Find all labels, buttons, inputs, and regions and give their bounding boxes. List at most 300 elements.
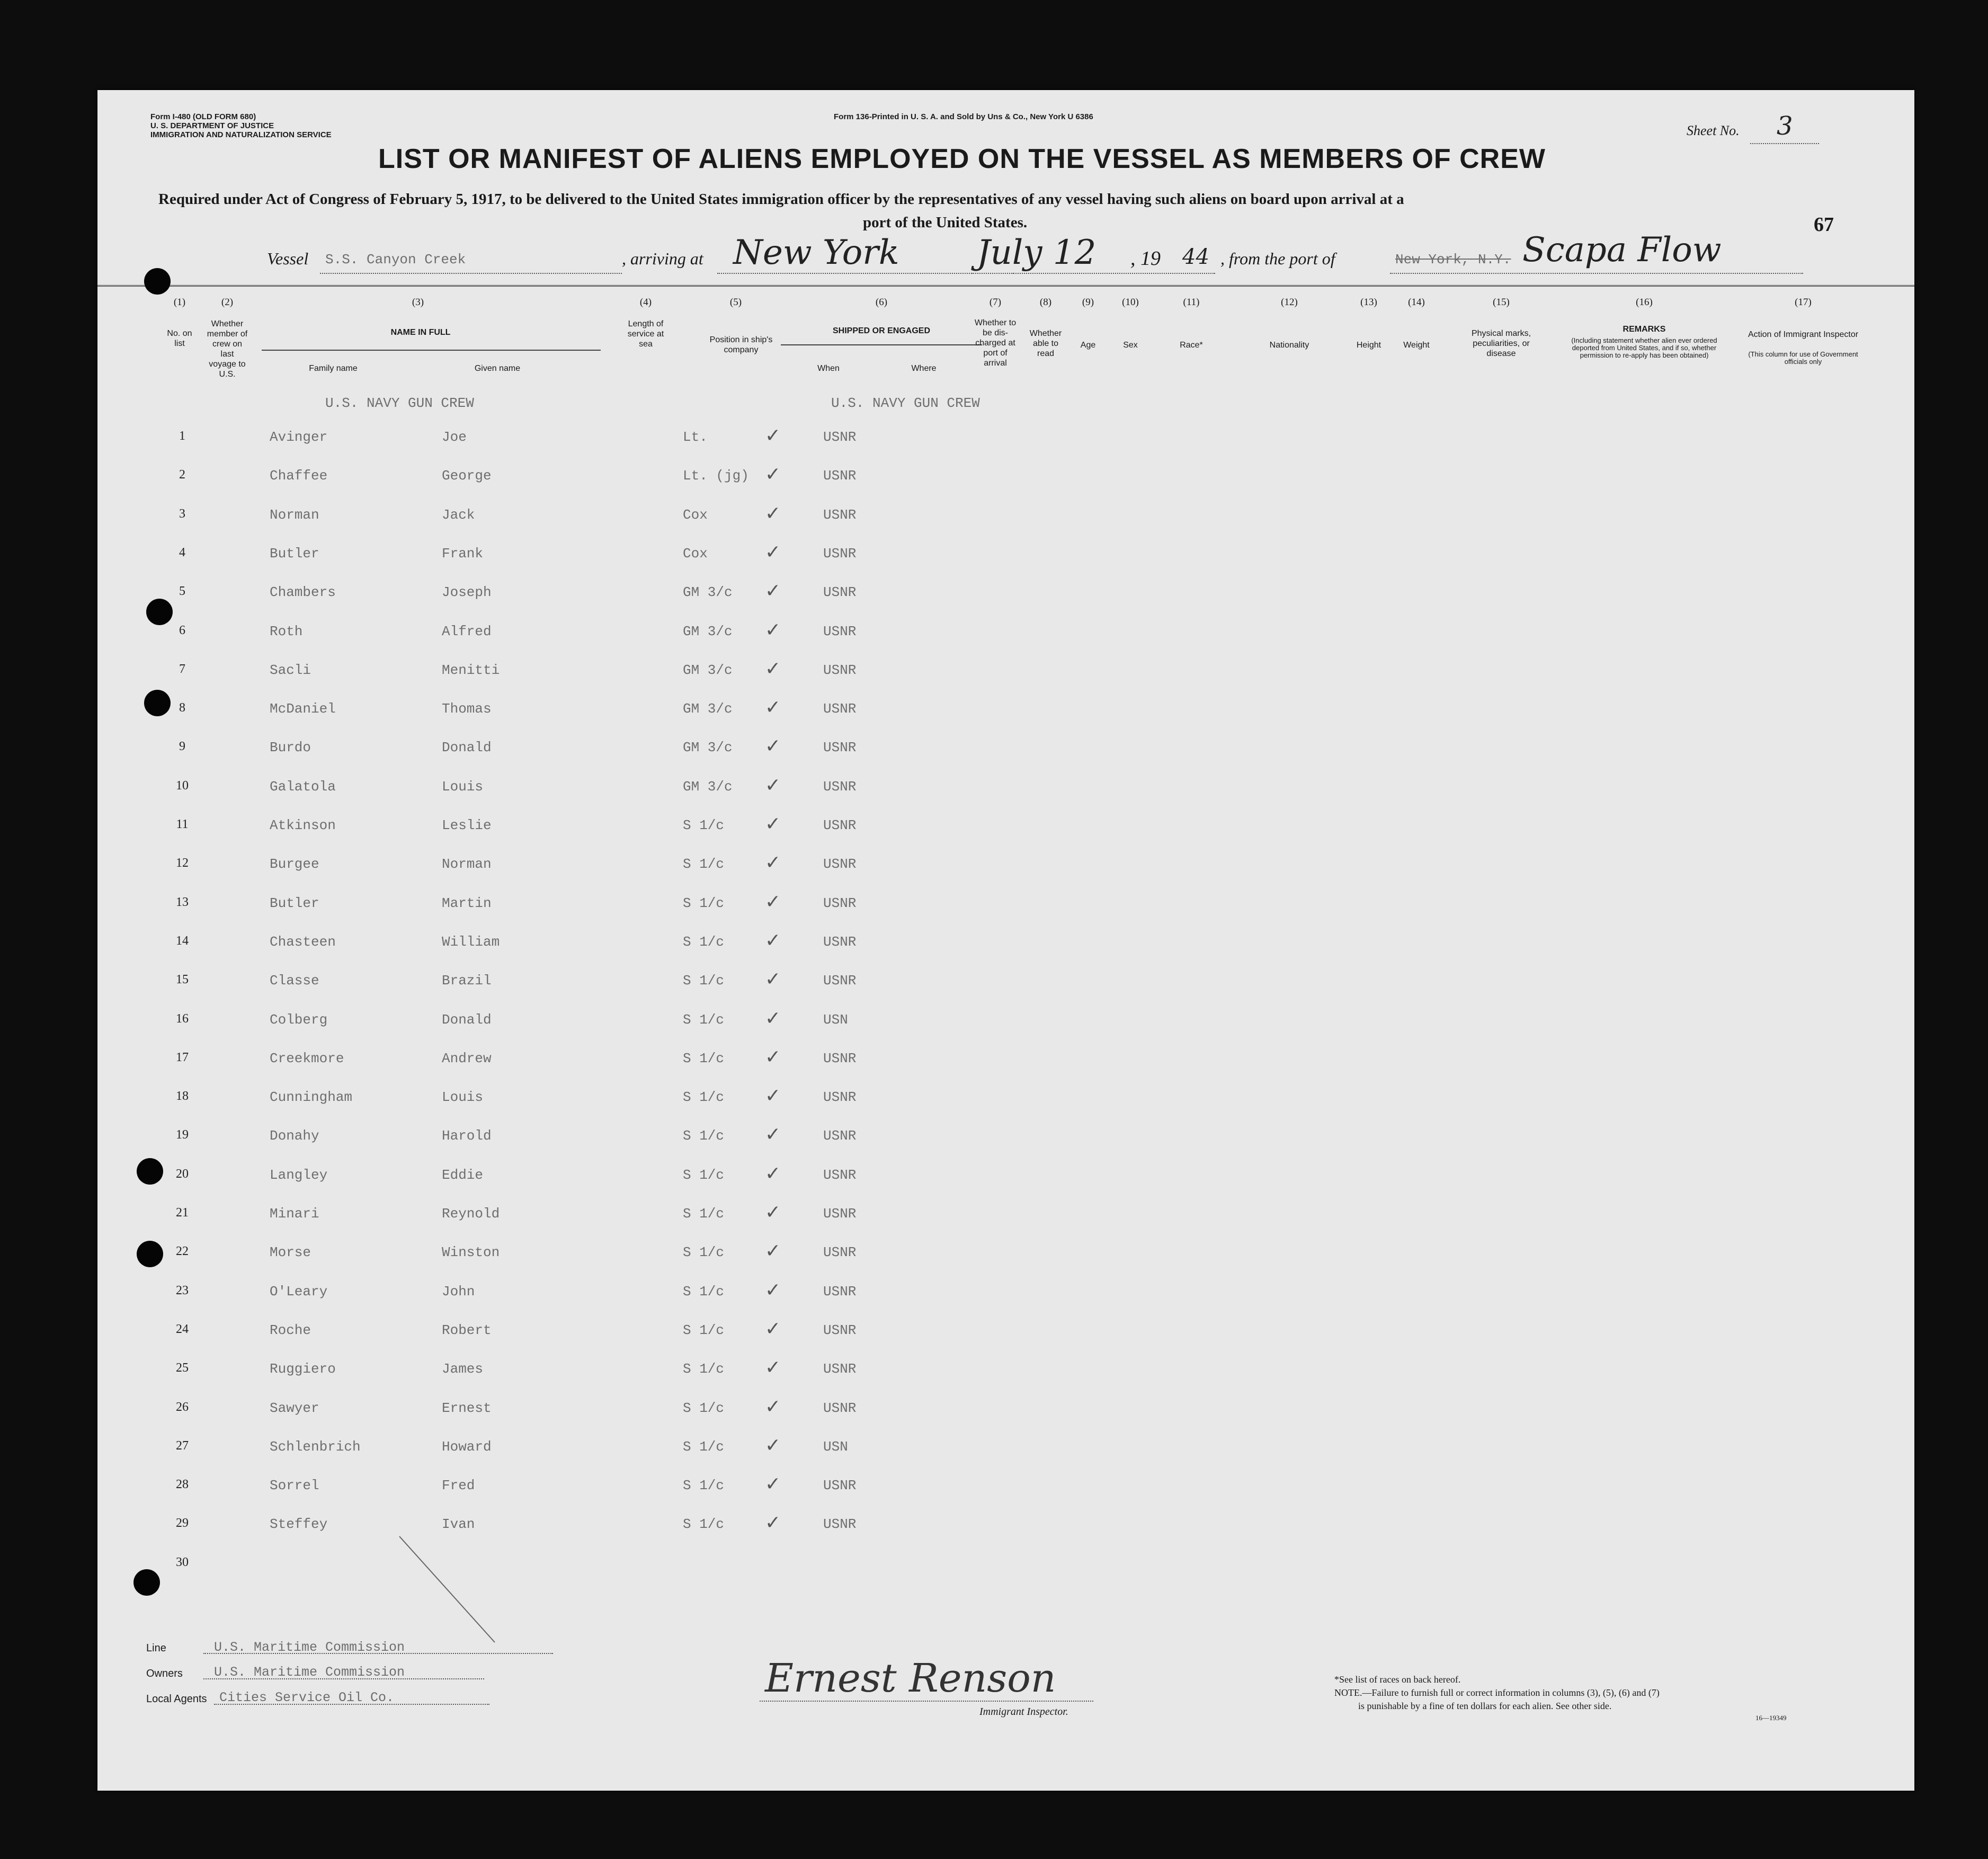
sheet-label: Sheet No. <box>1687 123 1740 138</box>
ship-position: Cox <box>683 546 708 562</box>
given-name: Alfred <box>442 624 492 639</box>
agents-label: Local Agents <box>146 1693 207 1705</box>
row-number: 27 <box>176 1439 189 1453</box>
given-name: Thomas <box>442 701 492 717</box>
row-number: 6 <box>179 624 185 637</box>
arrival-year: 44 <box>1182 245 1209 269</box>
vessel-label: Vessel <box>267 249 309 268</box>
checkmark-icon: ✓ <box>765 1435 781 1456</box>
family-name: Roth <box>270 624 303 639</box>
given-name: Louis <box>442 779 484 795</box>
row-number: 14 <box>176 934 189 948</box>
ship-position: Cox <box>683 507 708 523</box>
row-number: 16 <box>176 1012 189 1026</box>
table-row <box>97 1008 1914 1033</box>
table-row <box>97 1085 1914 1110</box>
col-header-no: No. on list <box>167 329 192 348</box>
arrival-dotline <box>717 273 1014 274</box>
checkmark-icon: ✓ <box>765 1008 781 1029</box>
checkmark-icon: ✓ <box>765 891 781 913</box>
given-name: Robert <box>442 1322 492 1338</box>
service-branch: USNR <box>823 624 857 639</box>
line-dotline <box>203 1653 553 1654</box>
ship-position: Lt. <box>683 429 708 445</box>
service-branch: USNR <box>823 1206 857 1222</box>
table-row <box>97 1435 1914 1460</box>
colnum-8: (8) <box>1039 297 1052 308</box>
table-row <box>97 1512 1914 1537</box>
given-name: George <box>442 468 492 484</box>
ship-position: GM 3/c <box>683 701 733 717</box>
subtitle-line-1: Required under Act of Congress of February 5, 1917, to be delivered to the United States immigration officer by the representatives of any vessel having such aliens on board upon arrival at a <box>158 191 1404 208</box>
family-name: Galatola <box>270 779 336 795</box>
colnum-12: (12) <box>1281 297 1298 308</box>
table-row <box>97 775 1914 800</box>
header-divider <box>97 285 1914 287</box>
ship-position: S 1/c <box>683 1516 725 1532</box>
row-number: 9 <box>179 740 185 753</box>
given-name: Menitti <box>442 662 500 678</box>
row-number: 18 <box>176 1089 189 1103</box>
name-rule <box>262 350 601 351</box>
family-name: Classe <box>270 973 319 989</box>
col-header-given: Given name <box>474 364 521 373</box>
family-name: McDaniel <box>270 701 336 717</box>
ship-position: S 1/c <box>683 1284 725 1300</box>
table-row <box>97 968 1914 994</box>
from-dotline <box>1390 273 1803 274</box>
section-label-names: U.S. NAVY GUN CREW <box>325 395 474 411</box>
owners-dotline <box>203 1678 484 1679</box>
given-name: Brazil <box>442 973 492 989</box>
vessel-name: S.S. Canyon Creek <box>325 252 466 268</box>
service-branch: USNR <box>823 779 857 795</box>
from-port: Scapa Flow <box>1522 230 1722 270</box>
service-branch: USNR <box>823 934 857 950</box>
service-branch: USNR <box>823 507 857 523</box>
given-name: Joe <box>442 429 467 445</box>
checkmark-icon: ✓ <box>765 1240 781 1262</box>
family-name: Butler <box>270 546 319 562</box>
service-branch: USNR <box>823 856 857 872</box>
service-branch: USNR <box>823 1516 857 1532</box>
arrival-port: New York <box>733 233 899 272</box>
colnum-14: (14) <box>1408 297 1425 308</box>
from-label: , from the port of <box>1220 249 1335 268</box>
given-name: Ernest <box>442 1400 492 1416</box>
form-code: 16—19349 <box>1755 1714 1787 1722</box>
from-port-struck: New York, N.Y. <box>1395 252 1511 268</box>
ship-position: S 1/c <box>683 934 725 950</box>
checkmark-icon: ✓ <box>765 968 781 990</box>
row-number: 25 <box>176 1361 189 1375</box>
table-row <box>97 619 1914 645</box>
checkmark-icon: ✓ <box>765 658 781 680</box>
service-branch: USNR <box>823 1244 857 1260</box>
family-name: Creekmore <box>270 1051 344 1066</box>
family-name: O'Leary <box>270 1284 328 1300</box>
row-number: 17 <box>176 1051 189 1064</box>
col-header-read: Whether able to read <box>1029 329 1062 358</box>
family-name: Roche <box>270 1322 311 1338</box>
row-number: 20 <box>176 1167 189 1181</box>
given-name: John <box>442 1284 475 1300</box>
ship-position: S 1/c <box>683 1439 725 1455</box>
row-number: 19 <box>176 1128 189 1142</box>
service-branch: USNR <box>823 1089 857 1105</box>
row-number: 29 <box>176 1516 189 1530</box>
service-branch: USNR <box>823 1361 857 1377</box>
subtitle-line-2: port of the United States. <box>863 214 1028 231</box>
punch-hole <box>133 1569 160 1596</box>
manifest-sheet <box>97 90 1914 1791</box>
inspector-label: Immigrant Inspector. <box>979 1706 1068 1718</box>
family-name: Chambers <box>270 584 336 600</box>
service-branch: USNR <box>823 701 857 717</box>
given-name: Fred <box>442 1478 475 1493</box>
family-name: Morse <box>270 1244 311 1260</box>
ship-position: Lt. (jg) <box>683 468 749 484</box>
table-row <box>97 1124 1914 1149</box>
table-row <box>97 852 1914 877</box>
checkmark-icon: ✓ <box>765 1202 781 1223</box>
arriving-label: , arriving at <box>622 249 703 268</box>
service-branch: USN <box>823 1439 848 1455</box>
ship-position: S 1/c <box>683 1089 725 1105</box>
ship-position: S 1/c <box>683 1012 725 1028</box>
service-branch: USNR <box>823 1478 857 1493</box>
given-name: Howard <box>442 1439 492 1455</box>
table-row <box>97 1046 1914 1072</box>
service-branch: USNR <box>823 817 857 833</box>
family-name: Norman <box>270 507 319 523</box>
given-name: Frank <box>442 546 484 562</box>
agents-value: Cities Service Oil Co. <box>219 1690 395 1705</box>
printer-line: Form 136-Printed in U. S. A. and Sold by Uns & Co., New York U 6386 <box>834 112 1093 121</box>
col-header-when: When <box>817 364 840 373</box>
colnum-10: (10) <box>1122 297 1139 308</box>
ship-position: S 1/c <box>683 973 725 989</box>
checkmark-icon: ✓ <box>765 1357 781 1378</box>
checkmark-icon: ✓ <box>765 813 781 835</box>
checkmark-icon: ✓ <box>765 1473 781 1495</box>
row-number: 23 <box>176 1284 189 1297</box>
table-row <box>97 425 1914 450</box>
checkmark-icon: ✓ <box>765 775 781 796</box>
col-header-inspector: Action of Immigrant Inspector <box>1748 330 1859 339</box>
signature-dotline <box>760 1701 1093 1702</box>
table-row <box>97 1473 1914 1499</box>
family-name: Atkinson <box>270 817 336 833</box>
checkmark-icon: ✓ <box>765 1279 781 1301</box>
line-label: Line <box>146 1642 166 1654</box>
given-name: Martin <box>442 895 492 911</box>
family-name: Sorrel <box>270 1478 319 1493</box>
colnum-6: (6) <box>875 297 888 308</box>
given-name: Joseph <box>442 584 492 600</box>
checkmark-icon: ✓ <box>765 1046 781 1068</box>
pen-stroke <box>394 1531 500 1648</box>
punch-hole <box>144 690 171 716</box>
col-header-discharged: Whether to be dis-charged at port of arrival <box>974 318 1017 368</box>
service-branch: USNR <box>823 468 857 484</box>
table-row <box>97 580 1914 606</box>
colnum-17: (17) <box>1795 297 1812 308</box>
page-title: LIST OR MANIFEST OF ALIENS EMPLOYED ON THE VESSEL AS MEMBERS OF CREW <box>378 144 1546 174</box>
table-row <box>97 1357 1914 1382</box>
col-header-height: Height <box>1356 341 1381 350</box>
given-name: Leslie <box>442 817 492 833</box>
checkmark-icon: ✓ <box>765 619 781 641</box>
service-branch: USNR <box>823 1322 857 1338</box>
checkmark-icon: ✓ <box>765 425 781 447</box>
service-branch: USNR <box>823 429 857 445</box>
table-row <box>97 541 1914 567</box>
family-name: Butler <box>270 895 319 911</box>
checkmark-icon: ✓ <box>765 735 781 757</box>
colnum-7: (7) <box>989 297 1002 308</box>
section-label-shipped: U.S. NAVY GUN CREW <box>831 395 980 411</box>
checkmark-icon: ✓ <box>765 697 781 718</box>
ship-position: S 1/c <box>683 1167 725 1183</box>
family-name: Langley <box>270 1167 328 1183</box>
checkmark-icon: ✓ <box>765 541 781 563</box>
table-row <box>97 1318 1914 1344</box>
punch-hole <box>137 1241 163 1267</box>
colnum-2: (2) <box>221 297 234 308</box>
given-name: Donald <box>442 740 492 755</box>
table-row <box>97 464 1914 489</box>
family-name: Ruggiero <box>270 1361 336 1377</box>
row-number: 10 <box>176 779 189 793</box>
service-branch: USNR <box>823 895 857 911</box>
form-id-block <box>150 112 332 139</box>
given-name: Jack <box>442 507 475 523</box>
checkmark-icon: ✓ <box>765 1163 781 1185</box>
family-name: Burdo <box>270 740 311 755</box>
row-number: 8 <box>179 701 185 715</box>
races-note: *See list of races on back hereof. <box>1334 1674 1461 1685</box>
form-number: Form I-480 (OLD FORM 680) <box>150 112 256 121</box>
punch-hole <box>144 268 171 295</box>
service-branch: USNR <box>823 1128 857 1144</box>
family-name: Burgee <box>270 856 319 872</box>
service-branch: USNR <box>823 1051 857 1066</box>
given-name: Donald <box>442 1012 492 1028</box>
given-name: Ivan <box>442 1516 475 1532</box>
given-name: Andrew <box>442 1051 492 1066</box>
colnum-11: (11) <box>1183 297 1200 308</box>
checkmark-icon: ✓ <box>765 503 781 524</box>
service-branch: USNR <box>823 546 857 562</box>
given-name: Harold <box>442 1128 492 1144</box>
family-name: Chaffee <box>270 468 328 484</box>
col-header-inspector-note: (This column for use of Government officials only <box>1748 350 1858 366</box>
table-row <box>97 1202 1914 1227</box>
table-row <box>97 735 1914 761</box>
punch-hole <box>146 599 173 625</box>
family-name: Minari <box>270 1206 319 1222</box>
service-branch: USNR <box>823 584 857 600</box>
family-name: Chasteen <box>270 934 336 950</box>
agents-dotline <box>214 1704 489 1705</box>
ship-position: S 1/c <box>683 1400 725 1416</box>
page-number: 67 <box>1814 214 1834 236</box>
table-row <box>97 930 1914 955</box>
col-header-prior-voyage: Whether member of crew on last voyage to U.S. <box>207 319 248 379</box>
table-row <box>97 891 1914 917</box>
given-name: Reynold <box>442 1206 500 1222</box>
table-row <box>97 1163 1914 1188</box>
family-name: Steffey <box>270 1516 328 1532</box>
colnum-1: (1) <box>173 297 186 308</box>
row-number: 12 <box>176 856 189 870</box>
row-number: 11 <box>176 817 189 831</box>
checkmark-icon: ✓ <box>765 580 781 602</box>
checkmark-icon: ✓ <box>765 1085 781 1107</box>
shipped-rule <box>781 344 982 345</box>
ship-position: GM 3/c <box>683 779 733 795</box>
checkmark-icon: ✓ <box>765 464 781 485</box>
ship-position: S 1/c <box>683 895 725 911</box>
col-header-family: Family name <box>309 364 358 373</box>
col-header-sex: Sex <box>1123 341 1138 350</box>
given-name: Eddie <box>442 1167 484 1183</box>
colnum-13: (13) <box>1360 297 1377 308</box>
department: U. S. DEPARTMENT OF JUSTICE <box>150 121 274 130</box>
table-row <box>97 1396 1914 1421</box>
colnum-9: (9) <box>1082 297 1094 308</box>
family-name: Avinger <box>270 429 328 445</box>
row-number: 21 <box>176 1206 189 1220</box>
owners-label: Owners <box>146 1668 183 1679</box>
col-header-race: Race* <box>1180 341 1203 350</box>
arrival-date: July 12 <box>977 233 1096 272</box>
ship-position: GM 3/c <box>683 662 733 678</box>
table-row <box>97 697 1914 722</box>
penalty-note-1: NOTE.—Failure to furnish full or correct information in columns (3), (5), (6) and (7) <box>1334 1687 1660 1698</box>
checkmark-icon: ✓ <box>765 1512 781 1534</box>
service-branch: USNR <box>823 662 857 678</box>
checkmark-icon: ✓ <box>765 1124 781 1145</box>
row-number: 5 <box>179 584 185 598</box>
ship-position: S 1/c <box>683 1322 725 1338</box>
checkmark-icon: ✓ <box>765 1396 781 1418</box>
service-branch: USNR <box>823 1167 857 1183</box>
row-number: 13 <box>176 895 189 909</box>
ship-position: S 1/c <box>683 1478 725 1493</box>
service: IMMIGRATION AND NATURALIZATION SERVICE <box>150 130 332 139</box>
col-header-nationality: Nationality <box>1269 341 1309 350</box>
row-number: 28 <box>176 1478 189 1491</box>
given-name: Norman <box>442 856 492 872</box>
col-header-where: Where <box>911 364 937 373</box>
colnum-15: (15) <box>1493 297 1510 308</box>
colnum-16: (16) <box>1636 297 1653 308</box>
col-header-position: Position in ship's company <box>709 335 773 354</box>
given-name: Louis <box>442 1089 484 1105</box>
given-name: James <box>442 1361 484 1377</box>
col-header-shipped: SHIPPED OR ENGAGED <box>832 326 931 335</box>
col-header-name: NAME IN FULL <box>390 328 451 337</box>
row-number: 30 <box>176 1555 189 1569</box>
family-name: Schlenbrich <box>270 1439 361 1455</box>
row-number: 2 <box>179 468 185 482</box>
row-number: 1 <box>179 429 185 443</box>
family-name: Colberg <box>270 1012 328 1028</box>
row-number: 7 <box>179 662 185 676</box>
given-name: Winston <box>442 1244 500 1260</box>
ship-position: GM 3/c <box>683 624 733 639</box>
row-number: 26 <box>176 1400 189 1414</box>
table-row <box>97 1555 1914 1577</box>
ship-position: S 1/c <box>683 1361 725 1377</box>
ship-position: GM 3/c <box>683 584 733 600</box>
penalty-note-2: is punishable by a fine of ten dollars for each alien. See other side. <box>1358 1701 1612 1711</box>
table-row <box>97 503 1914 528</box>
table-row <box>97 1240 1914 1266</box>
ship-position: S 1/c <box>683 1206 725 1222</box>
ship-position: S 1/c <box>683 1244 725 1260</box>
colnum-5: (5) <box>729 297 742 308</box>
table-row <box>97 1279 1914 1305</box>
line-value: U.S. Maritime Commission <box>214 1640 405 1655</box>
ship-position: S 1/c <box>683 1051 725 1066</box>
date-dotline <box>971 273 1215 274</box>
family-name: Cunningham <box>270 1089 353 1105</box>
colnum-4: (4) <box>639 297 652 308</box>
row-number: 22 <box>176 1244 189 1258</box>
service-branch: USNR <box>823 1284 857 1300</box>
checkmark-icon: ✓ <box>765 1318 781 1340</box>
vessel-dotline <box>320 273 622 274</box>
table-row <box>97 813 1914 839</box>
row-number: 4 <box>179 546 185 559</box>
inspector-signature: Ernest Renson <box>765 1656 1056 1701</box>
ship-position: S 1/c <box>683 1128 725 1144</box>
family-name: Sawyer <box>270 1400 319 1416</box>
service-branch: USN <box>823 1012 848 1028</box>
given-name: William <box>442 934 500 950</box>
col-header-service: Length of service at sea <box>627 319 664 349</box>
colnum-3: (3) <box>412 297 424 308</box>
row-number: 3 <box>179 507 185 521</box>
ship-position: GM 3/c <box>683 740 733 755</box>
punch-hole <box>137 1158 163 1185</box>
col-header-weight: Weight <box>1403 341 1430 350</box>
row-number: 24 <box>176 1322 189 1336</box>
col-header-remarks-note: (Including statement whether alien ever ordered deported from United States, and if so, whether permission to re-apply has been obtained) <box>1571 336 1717 359</box>
ship-position: S 1/c <box>683 856 725 872</box>
service-branch: USNR <box>823 1400 857 1416</box>
checkmark-icon: ✓ <box>765 930 781 951</box>
col-header-age: Age <box>1080 341 1096 350</box>
family-name: Donahy <box>270 1128 319 1144</box>
ship-position: S 1/c <box>683 817 725 833</box>
family-name: Sacli <box>270 662 311 678</box>
checkmark-icon: ✓ <box>765 852 781 874</box>
table-row <box>97 658 1914 683</box>
col-header-physical: Physical marks, peculiarities, or disease <box>1471 329 1531 358</box>
col-header-remarks: REMARKS <box>1623 325 1666 334</box>
service-branch: USNR <box>823 973 857 989</box>
sheet-number: 3 <box>1777 111 1793 141</box>
owners-value: U.S. Maritime Commission <box>214 1665 405 1680</box>
row-number: 15 <box>176 973 189 986</box>
year-prefix: , 19 <box>1130 247 1161 270</box>
service-branch: USNR <box>823 740 857 755</box>
sheet-dotline <box>1750 143 1819 144</box>
